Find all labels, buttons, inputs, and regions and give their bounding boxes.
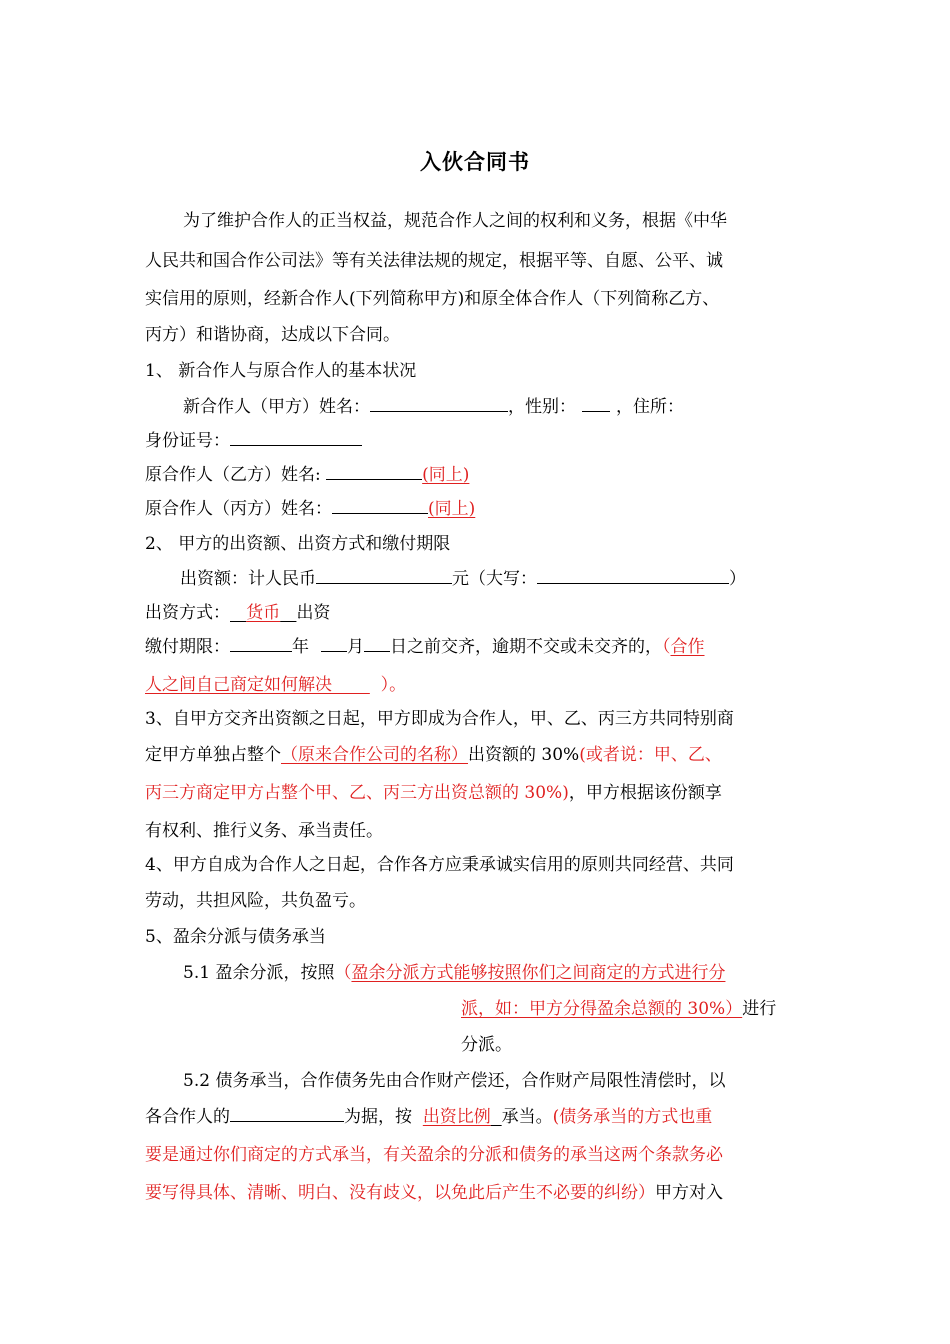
section-4-line-1: 4、甲方自成为合作人之日起，合作各方应秉承诚实信用的原则共同经营、共同 [145,855,734,875]
method-line [145,598,330,628]
section-5-2-tail: 甲方对入 [655,1183,723,1203]
partner-c-note: (同上) [428,499,476,519]
section-5-1-note-open: （ [334,963,352,983]
intro-line-1: 为了维护合作人的正当权益，规范合作人之间的权利和义务，根据《中华 [183,211,727,231]
id-number-field[interactable] [230,426,362,446]
intro-line-3: 实信用的原则，经新合作人(下列简称甲方)和原全体合作人（下列简称乙方、 [145,289,720,309]
method-suffix: 出资 [296,603,331,623]
new-partner-gender-field[interactable] [582,392,610,412]
amount-unit: 元（大写： [452,569,537,589]
amount-capital-field[interactable] [537,564,729,584]
section-5-2-ratio-pad [491,1107,502,1127]
section-5-1-tail: 进行 [742,999,777,1019]
section-1-heading: 1、 新合作人与原合作人的基本状况 [145,361,417,381]
intro-line-4: 丙方）和谐协商，达成以下合同。 [145,325,400,345]
section-5-1-note-2: 派，如：甲方分得盈余总额的 30%） [461,999,743,1019]
method-label: 出资方式： [145,603,230,623]
section-3-share: 出资额的 30% [468,745,580,765]
section-5-1-note-1: 盈余分派方式能够按照你们之间商定的方式进行分 [351,963,726,983]
partner-b-line [145,460,469,490]
deadline-note-line [145,670,406,700]
partner-c-line [145,494,475,524]
section-4-line-2: 劳动，共担风险，共负盈亏。 [145,891,366,911]
new-partner-address-label: ，住所： [616,397,684,417]
new-partner-gender-label: ，性别： [508,397,576,417]
section-5-2-line-1: 5.2 债务承当，合作债务先由合作财产偿还，合作财产局限性清偿时，以 [183,1071,726,1091]
partner-b-note: (同上) [422,465,470,485]
method-pad-left [230,603,246,623]
amount-label: 出资额：计人民币 [180,569,316,589]
section-3-line-2-text: 定甲方单独占整个 [145,745,281,765]
deadline-year-label: 年 [292,637,309,657]
partner-b-label: 原合作人（乙方）姓名: [145,465,327,485]
section-5-2-basis-field[interactable] [230,1102,344,1122]
section-5-2-text-c: 承当。 [501,1107,553,1127]
section-3-line-2 [145,740,722,770]
deadline-line [145,632,705,662]
section-5-1-line-2 [461,994,776,1024]
deadline-note-open: （ [662,637,671,657]
deadline-day-label: 日之前交齐，逾期不交或未交齐的， [390,637,662,657]
section-3-line-4: 有权利、推行义务、承当责任。 [145,821,383,841]
section-5-2-note-2: 要是通过你们商定的方式承当，有关盈余的分派和债务的承当这两个条款务必 [145,1145,723,1165]
amount-line [180,564,746,594]
intro-line-2: 人民共和国合作公司法》等有关法律法规的规定，根据平等、自愿、公平、诚 [145,251,723,271]
partner-b-name-field[interactable] [326,460,422,480]
method-value: 货币 [246,603,281,623]
partner-c-name-field[interactable] [332,494,428,514]
method-pad-right [280,603,296,623]
id-number-label: 身份证号： [145,431,230,451]
original-company-name: （原来合作公司的名称） [281,745,468,765]
section-5-2-line-2 [145,1102,712,1132]
section-5-2-text-a: 各合作人的 [145,1107,230,1127]
section-5-2-note-3: 要写得具体、清晰、明白、没有歧义，以免此后产生不必要的纠纷） [145,1183,655,1203]
deadline-day-field[interactable] [364,632,390,652]
section-5-1-line-3: 分派。 [461,1035,512,1055]
section-3-line-3 [145,778,722,808]
partner-c-label: 原合作人（丙方）姓名： [145,499,332,519]
section-2-heading: 2、 甲方的出资额、出资方式和缴付期限 [145,534,451,554]
section-5-2-note-1: (债务承当的方式也重 [552,1107,713,1127]
section-5-heading: 5、盈余分派与债务承当 [145,927,326,947]
deadline-label: 缴付期限： [145,637,230,657]
section-3-line-1: 3、自甲方交齐出资额之日起，甲方即成为合作人，甲、乙、丙三方共同特别商 [145,709,734,729]
section-3-alt-note: (或者说：甲、乙、 [579,745,722,765]
section-3-line-3-text: ，甲方根据该份额享 [568,783,722,803]
deadline-note-b: 人之间自己商定如何解决 [145,675,332,695]
deadline-note-gap [370,675,381,695]
section-3-alt-note-cont: 丙三方商定甲方占整个甲、乙、丙三方出资总额的 30%) [145,783,569,803]
id-number-line [145,426,362,456]
section-5-2-text-b: 为据，按 [344,1107,412,1127]
amount-close: ） [729,569,746,589]
section-5-2-gap [412,1107,423,1127]
document-title: 入伙合同书 [420,150,530,174]
section-5-1-text: 5.1 盈余分派，按照 [183,963,335,983]
section-5-2-line-3 [145,1140,723,1170]
section-5-2-line-4 [145,1178,723,1208]
deadline-month-label: 月 [347,637,364,657]
deadline-note-a: 合作 [670,637,705,657]
amount-field[interactable] [316,564,452,584]
new-partner-line [183,392,684,422]
deadline-year-field[interactable] [230,632,292,652]
deadline-note-close: ）。 [380,675,407,695]
deadline-note-pad [332,675,370,695]
deadline-month-field[interactable] [321,632,347,652]
section-5-2-ratio: 出资比例 [422,1107,491,1127]
new-partner-name-label: 新合作人（甲方）姓名： [183,397,370,417]
section-5-1-line-1 [183,958,725,988]
new-partner-name-field[interactable] [370,392,508,412]
